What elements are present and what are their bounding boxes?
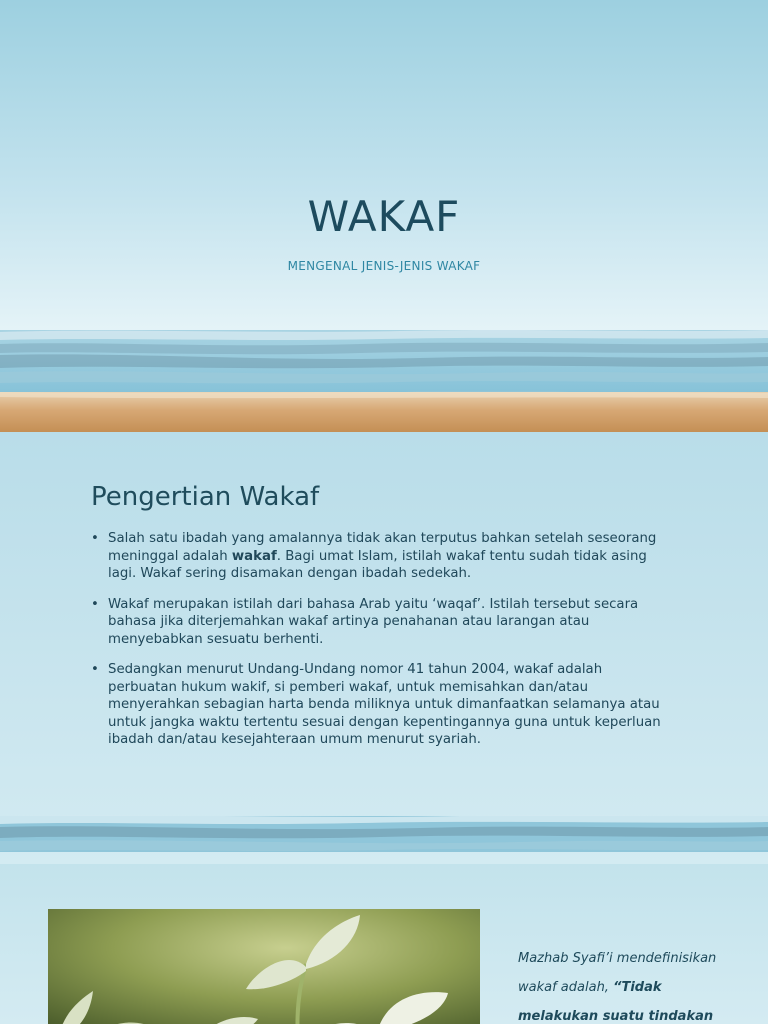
bullet-item [91,596,671,649]
slide-subtitle: MENGENAL JENIS-JENIS WAKAF [287,259,481,273]
bullet-item [91,530,671,583]
quote-bold-text: “Tidak [613,980,662,995]
quote-line: Mazhab Syafi’i mendefinisikan [518,951,717,966]
bullet-text: Sedangkan menurut Undang-Undang nomor 41 tahun 2004, wakaf adalah perbuatan hukum wakif, si pemberi wakaf, untuk memisahkan dan/atau menyerahkan sebagian harta benda miliknya untuk dimanfaatkan selamanya atau untuk jangka waktu tertentu sesuai dengan kepentingannya guna untuk keperluan ibadah dan/atau kesejahteraan umum menurut syariah. [108,662,661,747]
quote-line: melakukan suatu tindakan [518,1009,714,1024]
bullet-text: . Bagi umat Islam, istilah wakaf tentu sudah tidak asing lagi. Wakaf sering disamakan dengan ibadah sedekah. [108,548,647,581]
quote-text-part: wakaf adalah, [518,980,614,995]
quote-text [518,944,748,1024]
content-slide [0,432,768,864]
bullet-bold-text: wakaf [231,548,277,564]
slide-heading: Pengertian Wakaf [91,482,320,512]
image-slide [0,864,768,1024]
bullet-text: Wakaf merupakan istilah dari bahasa Arab yaitu ‘waqaf’. Istilah tersebut secara bahasa jika diterjemahkan wakaf artinya penahanan atau larangan atau menyebabkan sesuatu berhenti. [108,596,639,647]
bullet-text: Salah satu ibadah yang amalannya tidak akan terputus bahkan setelah seseorang meninggal adalah [108,531,657,564]
bullet-item [91,661,671,749]
sea-band-decoration [0,810,768,864]
quote-line [518,973,748,1002]
slide-title: WAKAF [307,192,461,241]
title-slide [0,0,768,432]
sprout-photo [48,909,480,1024]
sea-band-decoration [0,322,768,432]
bullet-list [91,530,671,762]
